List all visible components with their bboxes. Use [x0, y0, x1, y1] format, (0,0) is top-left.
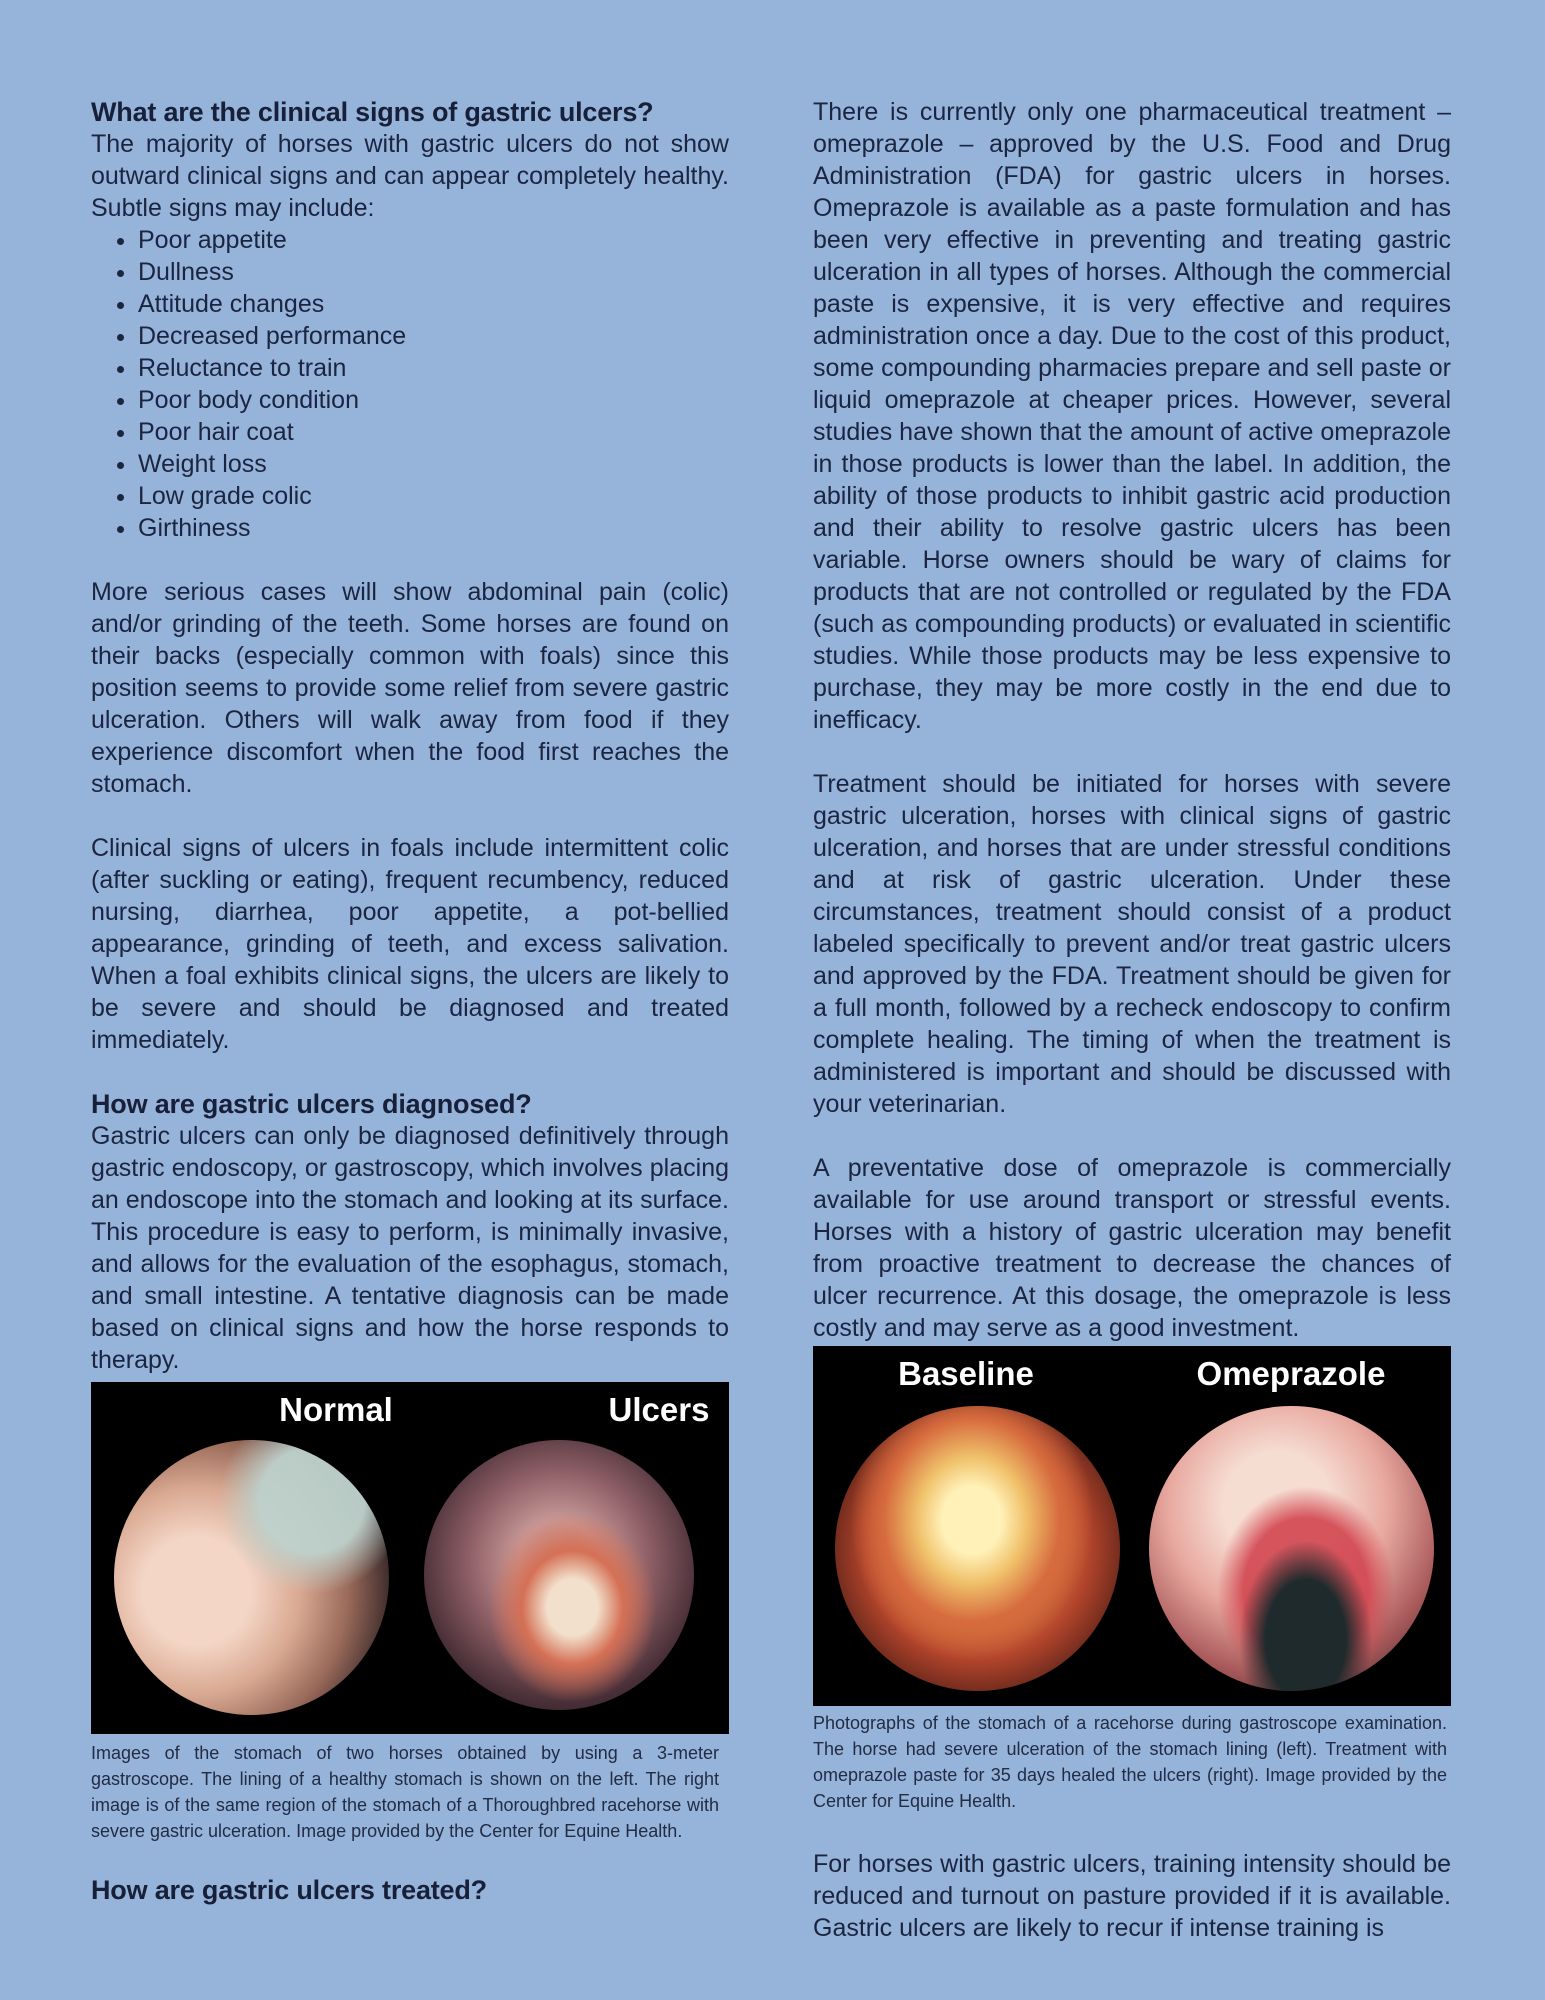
list-item: • Weight loss [138, 448, 729, 480]
baseline-stomach-image [835, 1406, 1120, 1691]
normal-stomach-image [114, 1440, 389, 1715]
treated-stomach-image [1149, 1406, 1434, 1691]
omeprazole-label: Omeprazole [1196, 1355, 1386, 1392]
list-item: • Poor hair coat [138, 416, 729, 448]
list-item: • Attitude changes [138, 288, 729, 320]
treatment-initiation-paragraph: Treatment should be initiated for horses with severe gastric ulceration, horses with clinical signs of gastric ulceration, and horses that are under stressful conditions and at risk of gastric ulceration. Under these circumstances, treatment should consist of a product labeled specifically to prevent and/or treat gastric ulcers and approved by the FDA. Treatment should be given for a full month, followed by a recheck endoscopy to confirm complete healing. The timing of when the treatment is administered is important and should be discussed with your veterinarian. [813, 770, 1451, 1118]
list-item: • Poor body condition [138, 384, 729, 416]
ulcers-label: Ulcers [608, 1391, 710, 1428]
signs-intro: The majority of horses with gastric ulcers do not show outward clinical signs and can appear completely healthy. Subtle signs may include: [91, 130, 729, 222]
list-item: • Low grade colic [138, 480, 729, 512]
treated-heading: How are gastric ulcers treated? [91, 1875, 487, 1905]
omeprazole-paragraph: There is currently only one pharmaceutical treatment – omeprazole – approved by the U.S. Food and Drug Administration (FDA) for gastric ulcers in horses. Omeprazole is available as a paste formulation and has been very effective in preventing and treating gastric ulceration in all types of horses. Although the commercial paste is expensive, it is very effective and requires administration once a day. Due to the cost of this product, some compounding pharmacies prepare and sell paste or liquid omeprazole at cheaper prices. However, several studies have shown that the amount of active omeprazole in those products is lower than the label. In addition, the ability of those products to inhibit gastric acid production and their ability to resolve gastric ulcers has been variable. Horse owners should be wary of claims for products that are not controlled or regulated by the FDA (such as compounding products) or evaluated in scientific studies. While those products may be less expensive to purchase, they may be more costly in the end due to inefficacy. [813, 98, 1451, 734]
diagnosis-paragraph: Gastric ulcers can only be diagnosed definitively through gastric endoscopy, or gastroscopy, which involves placing an endoscope into the stomach and looking at its surface. This procedure is easy to perform, is minimally invasive, and allows for the evaluation of the esophagus, stomach, and small intestine. A tentative diagnosis can be made based on clinical signs and how the horse responds to therapy. [91, 1122, 729, 1374]
signs-list [91, 224, 729, 544]
list-item: • Girthiness [138, 512, 729, 544]
baseline-vs-omeprazole-figure [813, 1346, 1451, 1706]
signs-heading: What are the clinical signs of gastric ulcers? [91, 97, 654, 127]
baseline-label: Baseline [898, 1355, 1034, 1392]
left-column [91, 96, 729, 1906]
list-item: • Decreased performance [138, 320, 729, 352]
foals-paragraph: Clinical signs of ulcers in foals include intermittent colic (after suckling or eating), frequent recumbency, reduced nursing, diarrhea, poor appetite, a pot-bellied appearance, grinding of teeth, and excess salivation. When a foal exhibits clinical signs, the ulcers are likely to be severe and should be diagnosed and treated immediately. [91, 834, 729, 1054]
right-figure-caption: Photographs of the stomach of a racehorse during gastroscope examination. The horse had severe ulceration of the stomach lining (left). Treatment with omeprazole paste for 35 days healed the ulcers (right). Image provided by the Center for Equine Health. [813, 1713, 1447, 1811]
right-column [813, 96, 1451, 1944]
serious-cases-paragraph: More serious cases will show abdominal pain (colic) and/or grinding of the teeth. Some horses are found on their backs (especially common with foals) since this position seems to provide some relief from severe gastric ulceration. Others will walk away from food if they experience discomfort when the food first reaches the stomach. [91, 578, 729, 798]
list-item: • Poor appetite [138, 224, 729, 256]
preventative-dose-paragraph: A preventative dose of omeprazole is commercially available for use around transport or stressful events. Horses with a history of gastric ulceration may benefit from proactive treatment to decrease the chances of ulcer recurrence. At this dosage, the omeprazole is less costly and may serve as a good investment. [813, 1154, 1451, 1342]
diagnosis-heading: How are gastric ulcers diagnosed? [91, 1089, 532, 1119]
normal-label: Normal [279, 1391, 393, 1428]
left-figure-caption: Images of the stomach of two horses obtained by using a 3-meter gastroscope. The lining of a healthy stomach is shown on the left. The right image is of the same region of the stomach of a Thoroughbred racehorse with severe gastric ulceration. Image provided by the Center for Equine Health. [91, 1743, 719, 1841]
list-item: • Reluctance to train [138, 352, 729, 384]
normal-vs-ulcers-figure [91, 1382, 729, 1734]
training-paragraph: For horses with gastric ulcers, training intensity should be reduced and turnout on pasture provided if it is available. Gastric ulcers are likely to recur if intense training is [813, 1850, 1451, 1942]
list-item: • Dullness [138, 256, 729, 288]
ulcerated-stomach-image [424, 1440, 694, 1710]
